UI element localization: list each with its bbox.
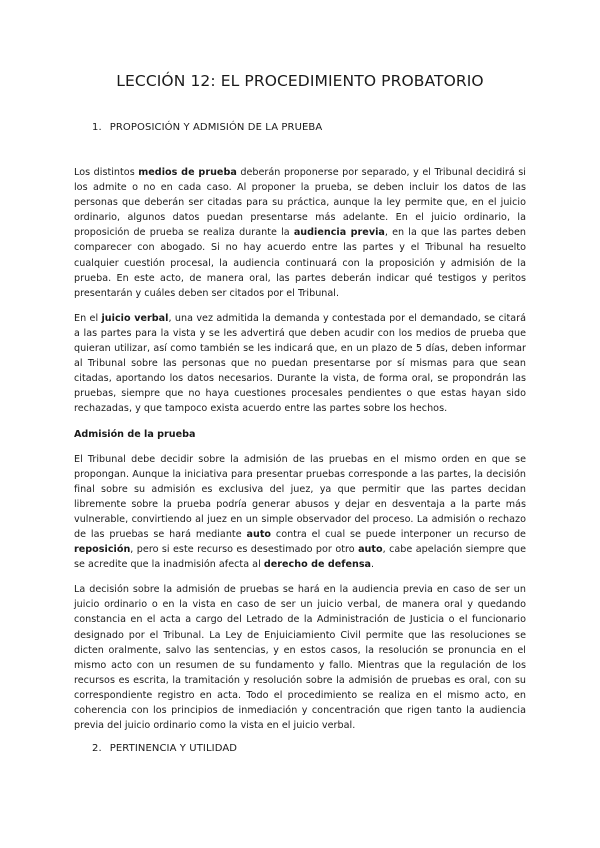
section-title: PERTINENCIA Y UTILIDAD — [109, 743, 238, 755]
text-run: deberán proponerse por separado, y el Tribunal decidirá si los admite o no en cada caso. Al proponer la prueba, se deben incluir los datos de las personas que deberán ser citadas para su práctica, aunque la ley permite que, en el juicio ordinario, algunos datos puedan presentarse más adelante. En el juicio ordinario, la proposición de prueba se realiza durante la — [74, 167, 526, 239]
text-run: , pero si este recurso es desestimado por otro — [130, 544, 359, 556]
section-title: PROPOSICIÓN Y ADMISIÓN DE LA PRUEBA — [109, 122, 323, 133]
bold-term: reposición — [74, 544, 131, 556]
bold-term: juicio verbal — [101, 312, 169, 324]
bold-term: derecho de defensa — [263, 559, 372, 571]
text-run: Los distintos — [74, 167, 139, 178]
bold-term: auto — [358, 544, 383, 556]
section-heading-2 — [92, 743, 526, 754]
text-run: , cabe apelación siempre que se acredite que la inadmisión afecta al — [74, 544, 526, 571]
paragraph-medios-de-prueba — [74, 165, 526, 301]
text-run: En el — [74, 312, 102, 324]
text-run: . — [371, 559, 375, 571]
section-heading-1 — [92, 122, 526, 133]
bold-term: auto — [246, 528, 272, 540]
section-number: 2. — [92, 743, 102, 755]
text-run: El Tribunal debe decidir sobre la admisión de las pruebas en el mismo orden en que se propongan. Aunque la iniciativa para presentar pruebas corresponde a las partes, la decisión final sobre su admisión es exclusiva del juez, ya que permitir que las partes decidan libremente sobre la prueba podría generar abusos y dejar en desventaja a la parte más vulnerable, convirtiendo al juez en un simple observador del proceso. La admisión o rechazo de las pruebas se hará mediante — [74, 453, 526, 540]
bold-term: audiencia previa — [293, 227, 385, 239]
text-run: , una vez admitida la demanda y contestada por el demandado, se citará a las partes para la vista y se les advertirá que deben acudir con los medios de prueba que quieran utilizar, así como también se les indicará que, en un plazo de 5 días, deben informar al Tribunal sobre las personas que no puedan presentarse por sí mismas para que sean citadas, aportando los datos necesarios. Durante la vista, de forma oral, se propondrán las pruebas, siempre que no haya cuestiones procesales pendientes o que estas hayan sido rechazadas, y que tampoco exista acuerdo entre las partes sobre los hechos. — [74, 312, 526, 415]
paragraph-juicio-verbal — [74, 311, 526, 417]
text-run: contra el cual se puede interponer un recurso de — [271, 528, 526, 540]
section-number: 1. — [92, 122, 102, 133]
page-title: LECCIÓN 12: EL PROCEDIMIENTO PROBATORIO — [116, 72, 484, 90]
subheading-admision: Admisión de la prueba — [74, 428, 196, 440]
paragraph-admision — [74, 452, 526, 573]
bold-term: medios de prueba — [138, 167, 237, 178]
paragraph-decision-admision: La decisión sobre la admisión de pruebas se hará en la audiencia previa en caso de ser un juicio ordinario o en la vista en caso de ser un juicio verbal, de manera oral y quedando constancia en el acta a cargo del Letrado de la Administración de Justicia o el funcionario designado por el Tribunal. La Ley de Enjuiciamiento Civil permite que las resoluciones se dicten oralmente, salvo las sentencias, y en estos casos, la resolución se pronuncia en el mismo acto con un resumen de su fundamento y fallo. Mientras que la regulación de los recursos es escrita, la tramitación y resolución sobre la admisión de pruebas es oral, con su correspondiente registro en acta. Todo el procedimiento se realiza en el mismo acto, en coherencia con los principios de inmediación y concentración que rigen tanto la audiencia previa del juicio ordinario como la vista en el juicio verbal. — [74, 584, 526, 732]
text-run: , en la que las partes deben comparecer con abogado. Si no hay acuerdo entre las partes y el Tribunal ha resuelto cualquier cuestión procesal, la audiencia continuará con la proposición y admisión de la prueba. En este acto, de manera oral, las partes deberán indicar qué testigos y peritos presentarán y cuáles deben ser citados por el Tribunal. — [74, 227, 526, 299]
